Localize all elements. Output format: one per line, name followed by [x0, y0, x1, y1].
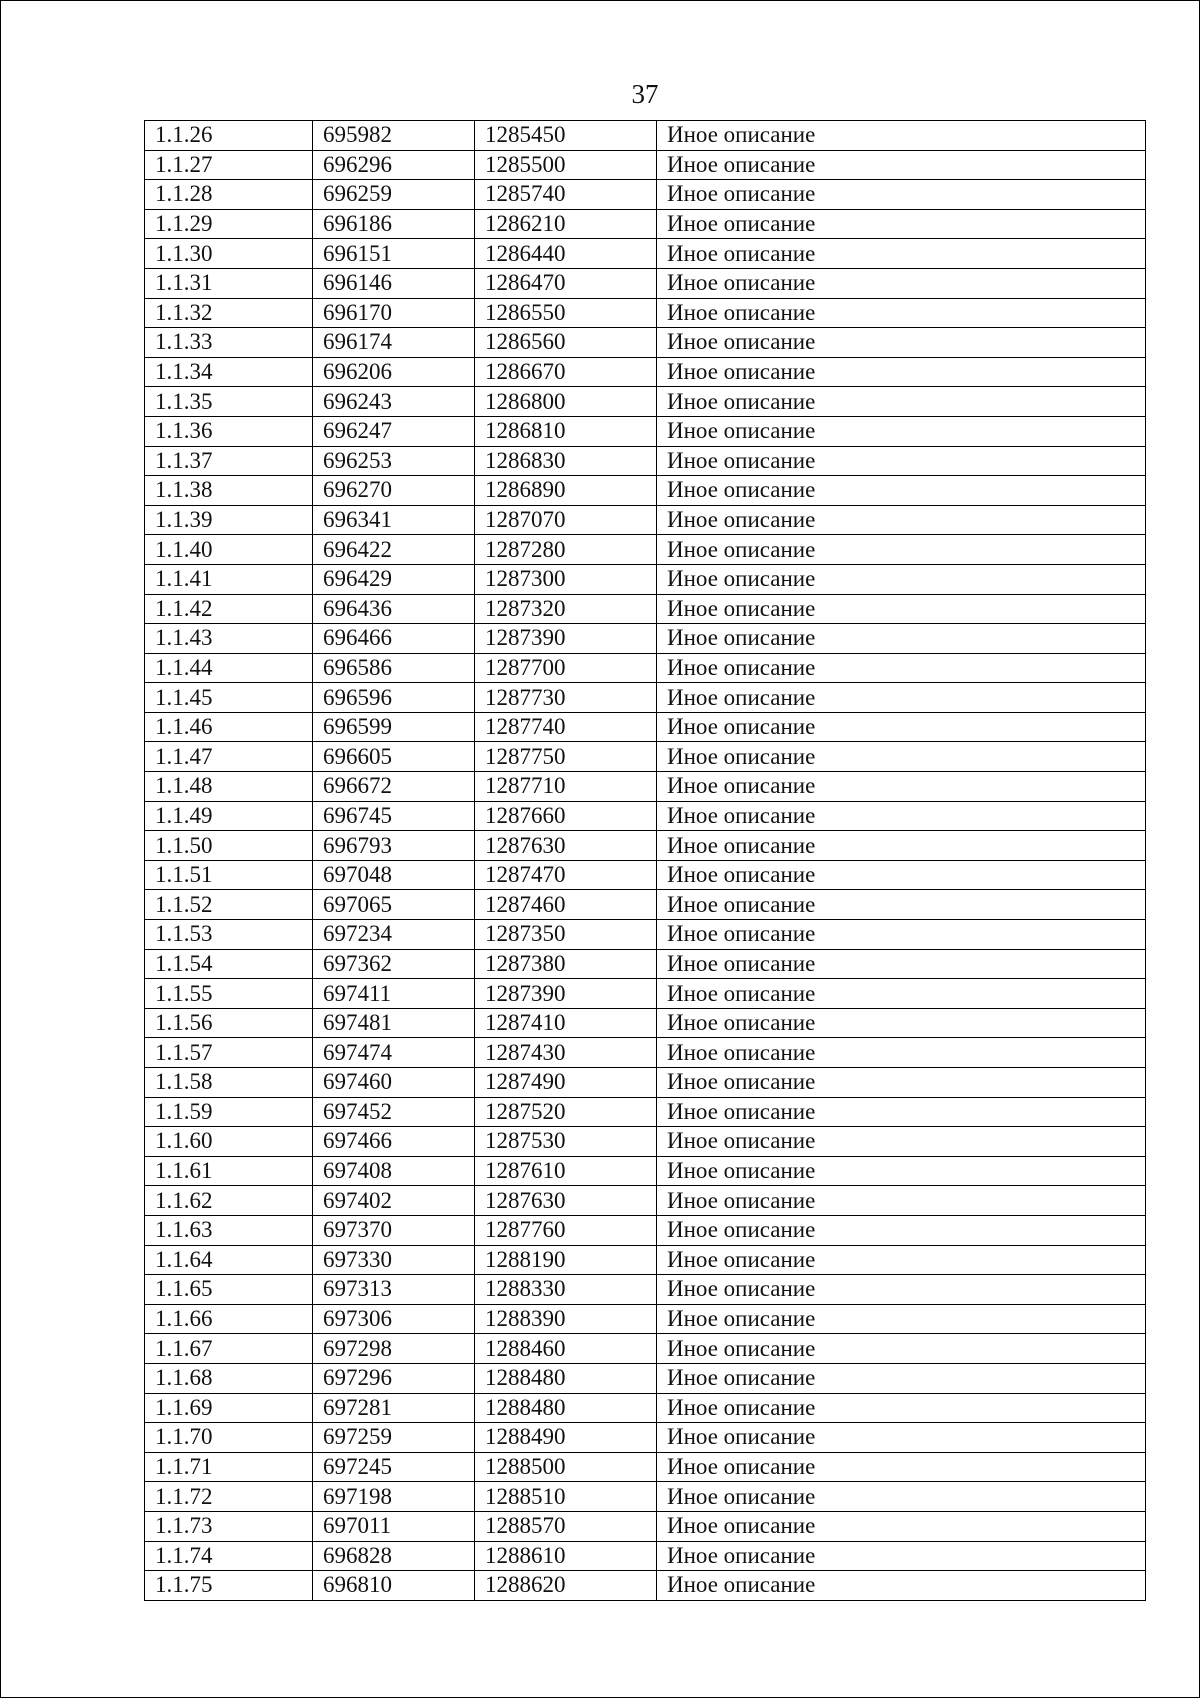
row-number-cell: 1.1.48 — [145, 772, 313, 802]
y-coordinate-cell: 1285500 — [475, 150, 657, 180]
y-coordinate-cell: 1287390 — [475, 624, 657, 654]
x-coordinate-cell: 697245 — [313, 1452, 475, 1482]
row-number-cell: 1.1.66 — [145, 1304, 313, 1334]
x-coordinate-cell: 697234 — [313, 920, 475, 950]
description-cell: Иное описание — [657, 1304, 1146, 1334]
y-coordinate-cell: 1287300 — [475, 564, 657, 594]
row-number-cell: 1.1.72 — [145, 1482, 313, 1512]
y-coordinate-cell: 1286560 — [475, 328, 657, 358]
description-cell: Иное описание — [657, 1127, 1146, 1157]
table-row — [145, 239, 1146, 269]
y-coordinate-cell: 1287760 — [475, 1215, 657, 1245]
y-coordinate-cell: 1286470 — [475, 268, 657, 298]
y-coordinate-cell: 1287530 — [475, 1127, 657, 1157]
table-row — [145, 1571, 1146, 1601]
x-coordinate-cell: 696429 — [313, 564, 475, 594]
row-number-cell: 1.1.69 — [145, 1393, 313, 1423]
table-row — [145, 624, 1146, 654]
table-row — [145, 298, 1146, 328]
row-number-cell: 1.1.60 — [145, 1127, 313, 1157]
table-row — [145, 1127, 1146, 1157]
row-number-cell: 1.1.36 — [145, 416, 313, 446]
y-coordinate-cell: 1287280 — [475, 535, 657, 565]
description-cell: Иное описание — [657, 1334, 1146, 1364]
y-coordinate-cell: 1286830 — [475, 446, 657, 476]
coordinates-table — [144, 120, 1146, 1601]
row-number-cell: 1.1.37 — [145, 446, 313, 476]
x-coordinate-cell: 696259 — [313, 180, 475, 210]
description-cell: Иное описание — [657, 1511, 1146, 1541]
x-coordinate-cell: 696151 — [313, 239, 475, 269]
row-number-cell: 1.1.34 — [145, 357, 313, 387]
x-coordinate-cell: 696422 — [313, 535, 475, 565]
y-coordinate-cell: 1287700 — [475, 653, 657, 683]
row-number-cell: 1.1.30 — [145, 239, 313, 269]
table-row — [145, 1423, 1146, 1453]
x-coordinate-cell: 697330 — [313, 1245, 475, 1275]
y-coordinate-cell: 1287380 — [475, 949, 657, 979]
x-coordinate-cell: 696174 — [313, 328, 475, 358]
table-row — [145, 387, 1146, 417]
y-coordinate-cell: 1288190 — [475, 1245, 657, 1275]
row-number-cell: 1.1.71 — [145, 1452, 313, 1482]
x-coordinate-cell: 696253 — [313, 446, 475, 476]
table-row — [145, 1275, 1146, 1305]
table-row — [145, 1245, 1146, 1275]
table-row — [145, 860, 1146, 890]
table-row — [145, 446, 1146, 476]
table-row — [145, 712, 1146, 742]
y-coordinate-cell: 1286550 — [475, 298, 657, 328]
y-coordinate-cell: 1286890 — [475, 476, 657, 506]
row-number-cell: 1.1.65 — [145, 1275, 313, 1305]
x-coordinate-cell: 697296 — [313, 1363, 475, 1393]
row-number-cell: 1.1.47 — [145, 742, 313, 772]
row-number-cell: 1.1.42 — [145, 594, 313, 624]
row-number-cell: 1.1.38 — [145, 476, 313, 506]
table-row — [145, 801, 1146, 831]
row-number-cell: 1.1.31 — [145, 268, 313, 298]
description-cell: Иное описание — [657, 1186, 1146, 1216]
y-coordinate-cell: 1287460 — [475, 890, 657, 920]
x-coordinate-cell: 697048 — [313, 860, 475, 890]
table-row — [145, 150, 1146, 180]
x-coordinate-cell: 696247 — [313, 416, 475, 446]
row-number-cell: 1.1.59 — [145, 1097, 313, 1127]
row-number-cell: 1.1.40 — [145, 535, 313, 565]
y-coordinate-cell: 1285450 — [475, 121, 657, 151]
description-cell: Иное описание — [657, 890, 1146, 920]
y-coordinate-cell: 1286670 — [475, 357, 657, 387]
x-coordinate-cell: 697362 — [313, 949, 475, 979]
description-cell: Иное описание — [657, 209, 1146, 239]
description-cell: Иное описание — [657, 920, 1146, 950]
y-coordinate-cell: 1287730 — [475, 683, 657, 713]
row-number-cell: 1.1.55 — [145, 979, 313, 1009]
description-cell: Иное описание — [657, 476, 1146, 506]
description-cell: Иное описание — [657, 298, 1146, 328]
description-cell: Иное описание — [657, 239, 1146, 269]
table-row — [145, 1363, 1146, 1393]
description-cell: Иное описание — [657, 1038, 1146, 1068]
table-row — [145, 1511, 1146, 1541]
row-number-cell: 1.1.39 — [145, 505, 313, 535]
description-cell: Иное описание — [657, 742, 1146, 772]
row-number-cell: 1.1.73 — [145, 1511, 313, 1541]
description-cell: Иное описание — [657, 949, 1146, 979]
row-number-cell: 1.1.67 — [145, 1334, 313, 1364]
description-cell: Иное описание — [657, 1156, 1146, 1186]
row-number-cell: 1.1.26 — [145, 121, 313, 151]
description-cell: Иное описание — [657, 1482, 1146, 1512]
y-coordinate-cell: 1288330 — [475, 1275, 657, 1305]
description-cell: Иное описание — [657, 268, 1146, 298]
description-cell: Иное описание — [657, 505, 1146, 535]
x-coordinate-cell: 697466 — [313, 1127, 475, 1157]
x-coordinate-cell: 697281 — [313, 1393, 475, 1423]
x-coordinate-cell: 697011 — [313, 1511, 475, 1541]
row-number-cell: 1.1.62 — [145, 1186, 313, 1216]
row-number-cell: 1.1.35 — [145, 387, 313, 417]
row-number-cell: 1.1.29 — [145, 209, 313, 239]
row-number-cell: 1.1.53 — [145, 920, 313, 950]
y-coordinate-cell: 1288570 — [475, 1511, 657, 1541]
y-coordinate-cell: 1288620 — [475, 1571, 657, 1601]
description-cell: Иное описание — [657, 387, 1146, 417]
x-coordinate-cell: 697408 — [313, 1156, 475, 1186]
description-cell: Иное описание — [657, 683, 1146, 713]
description-cell: Иное описание — [657, 1215, 1146, 1245]
x-coordinate-cell: 697474 — [313, 1038, 475, 1068]
table-row — [145, 180, 1146, 210]
description-cell: Иное описание — [657, 1245, 1146, 1275]
y-coordinate-cell: 1288610 — [475, 1541, 657, 1571]
y-coordinate-cell: 1287320 — [475, 594, 657, 624]
y-coordinate-cell: 1288500 — [475, 1452, 657, 1482]
description-cell: Иное описание — [657, 1008, 1146, 1038]
table-row — [145, 1304, 1146, 1334]
row-number-cell: 1.1.54 — [145, 949, 313, 979]
description-cell: Иное описание — [657, 1452, 1146, 1482]
row-number-cell: 1.1.44 — [145, 653, 313, 683]
table-row — [145, 594, 1146, 624]
y-coordinate-cell: 1288460 — [475, 1334, 657, 1364]
description-cell: Иное описание — [657, 150, 1146, 180]
table-row — [145, 949, 1146, 979]
x-coordinate-cell: 697452 — [313, 1097, 475, 1127]
x-coordinate-cell: 696599 — [313, 712, 475, 742]
description-cell: Иное описание — [657, 860, 1146, 890]
table-row — [145, 979, 1146, 1009]
description-cell: Иное описание — [657, 564, 1146, 594]
table-row — [145, 1097, 1146, 1127]
x-coordinate-cell: 696170 — [313, 298, 475, 328]
table-row — [145, 920, 1146, 950]
description-cell: Иное описание — [657, 1541, 1146, 1571]
y-coordinate-cell: 1288490 — [475, 1423, 657, 1453]
description-cell: Иное описание — [657, 801, 1146, 831]
table-row — [145, 209, 1146, 239]
y-coordinate-cell: 1287350 — [475, 920, 657, 950]
description-cell: Иное описание — [657, 1275, 1146, 1305]
x-coordinate-cell: 697411 — [313, 979, 475, 1009]
table-row — [145, 1156, 1146, 1186]
row-number-cell: 1.1.46 — [145, 712, 313, 742]
description-cell: Иное описание — [657, 535, 1146, 565]
x-coordinate-cell: 696605 — [313, 742, 475, 772]
table-row — [145, 831, 1146, 861]
description-cell: Иное описание — [657, 772, 1146, 802]
x-coordinate-cell: 697481 — [313, 1008, 475, 1038]
row-number-cell: 1.1.58 — [145, 1068, 313, 1098]
y-coordinate-cell: 1287520 — [475, 1097, 657, 1127]
table-row — [145, 1482, 1146, 1512]
row-number-cell: 1.1.32 — [145, 298, 313, 328]
row-number-cell: 1.1.52 — [145, 890, 313, 920]
y-coordinate-cell: 1286800 — [475, 387, 657, 417]
y-coordinate-cell: 1287430 — [475, 1038, 657, 1068]
table-row — [145, 1215, 1146, 1245]
x-coordinate-cell: 695982 — [313, 121, 475, 151]
y-coordinate-cell: 1287660 — [475, 801, 657, 831]
description-cell: Иное описание — [657, 594, 1146, 624]
description-cell: Иное описание — [657, 121, 1146, 151]
description-cell: Иное описание — [657, 446, 1146, 476]
y-coordinate-cell: 1287710 — [475, 772, 657, 802]
table-row — [145, 1008, 1146, 1038]
x-coordinate-cell: 696810 — [313, 1571, 475, 1601]
y-coordinate-cell: 1287630 — [475, 831, 657, 861]
table-row — [145, 742, 1146, 772]
coordinates-table-body — [145, 121, 1146, 1601]
row-number-cell: 1.1.43 — [145, 624, 313, 654]
row-number-cell: 1.1.50 — [145, 831, 313, 861]
y-coordinate-cell: 1287740 — [475, 712, 657, 742]
description-cell: Иное описание — [657, 712, 1146, 742]
table-row — [145, 416, 1146, 446]
y-coordinate-cell: 1286440 — [475, 239, 657, 269]
y-coordinate-cell: 1287410 — [475, 1008, 657, 1038]
y-coordinate-cell: 1287630 — [475, 1186, 657, 1216]
description-cell: Иное описание — [657, 357, 1146, 387]
table-row — [145, 772, 1146, 802]
row-number-cell: 1.1.33 — [145, 328, 313, 358]
y-coordinate-cell: 1288480 — [475, 1363, 657, 1393]
description-cell: Иное описание — [657, 624, 1146, 654]
description-cell: Иное описание — [657, 1393, 1146, 1423]
x-coordinate-cell: 696243 — [313, 387, 475, 417]
table-row — [145, 505, 1146, 535]
y-coordinate-cell: 1286210 — [475, 209, 657, 239]
description-cell: Иное описание — [657, 653, 1146, 683]
y-coordinate-cell: 1287750 — [475, 742, 657, 772]
table-row — [145, 1452, 1146, 1482]
x-coordinate-cell: 696828 — [313, 1541, 475, 1571]
x-coordinate-cell: 696186 — [313, 209, 475, 239]
x-coordinate-cell: 696270 — [313, 476, 475, 506]
description-cell: Иное описание — [657, 328, 1146, 358]
table-row — [145, 535, 1146, 565]
row-number-cell: 1.1.56 — [145, 1008, 313, 1038]
description-cell: Иное описание — [657, 1068, 1146, 1098]
row-number-cell: 1.1.41 — [145, 564, 313, 594]
description-cell: Иное описание — [657, 1423, 1146, 1453]
y-coordinate-cell: 1287490 — [475, 1068, 657, 1098]
row-number-cell: 1.1.64 — [145, 1245, 313, 1275]
x-coordinate-cell: 697306 — [313, 1304, 475, 1334]
x-coordinate-cell: 696596 — [313, 683, 475, 713]
y-coordinate-cell: 1288510 — [475, 1482, 657, 1512]
table-row — [145, 890, 1146, 920]
page-number: 37 — [631, 79, 659, 109]
row-number-cell: 1.1.70 — [145, 1423, 313, 1453]
x-coordinate-cell: 696146 — [313, 268, 475, 298]
x-coordinate-cell: 696296 — [313, 150, 475, 180]
description-cell: Иное описание — [657, 1097, 1146, 1127]
x-coordinate-cell: 697259 — [313, 1423, 475, 1453]
table-row — [145, 1393, 1146, 1423]
y-coordinate-cell: 1287470 — [475, 860, 657, 890]
table-row — [145, 1068, 1146, 1098]
y-coordinate-cell: 1288390 — [475, 1304, 657, 1334]
table-row — [145, 683, 1146, 713]
table-row — [145, 121, 1146, 151]
row-number-cell: 1.1.74 — [145, 1541, 313, 1571]
y-coordinate-cell: 1286810 — [475, 416, 657, 446]
x-coordinate-cell: 697313 — [313, 1275, 475, 1305]
description-cell: Иное описание — [657, 831, 1146, 861]
x-coordinate-cell: 697298 — [313, 1334, 475, 1364]
table-row — [145, 1038, 1146, 1068]
table-row — [145, 653, 1146, 683]
table-row — [145, 1186, 1146, 1216]
y-coordinate-cell: 1288480 — [475, 1393, 657, 1423]
row-number-cell: 1.1.75 — [145, 1571, 313, 1601]
x-coordinate-cell: 696341 — [313, 505, 475, 535]
table-row — [145, 268, 1146, 298]
row-number-cell: 1.1.45 — [145, 683, 313, 713]
x-coordinate-cell: 696793 — [313, 831, 475, 861]
table-row — [145, 476, 1146, 506]
y-coordinate-cell: 1287390 — [475, 979, 657, 1009]
row-number-cell: 1.1.61 — [145, 1156, 313, 1186]
x-coordinate-cell: 697370 — [313, 1215, 475, 1245]
row-number-cell: 1.1.63 — [145, 1215, 313, 1245]
description-cell: Иное описание — [657, 979, 1146, 1009]
description-cell: Иное описание — [657, 1363, 1146, 1393]
x-coordinate-cell: 696672 — [313, 772, 475, 802]
row-number-cell: 1.1.27 — [145, 150, 313, 180]
table-row — [145, 328, 1146, 358]
row-number-cell: 1.1.57 — [145, 1038, 313, 1068]
x-coordinate-cell: 696466 — [313, 624, 475, 654]
table-row — [145, 1334, 1146, 1364]
x-coordinate-cell: 697065 — [313, 890, 475, 920]
y-coordinate-cell: 1285740 — [475, 180, 657, 210]
table-row — [145, 564, 1146, 594]
description-cell: Иное описание — [657, 180, 1146, 210]
x-coordinate-cell: 696436 — [313, 594, 475, 624]
y-coordinate-cell: 1287070 — [475, 505, 657, 535]
x-coordinate-cell: 696206 — [313, 357, 475, 387]
y-coordinate-cell: 1287610 — [475, 1156, 657, 1186]
row-number-cell: 1.1.49 — [145, 801, 313, 831]
description-cell: Иное описание — [657, 1571, 1146, 1601]
row-number-cell: 1.1.51 — [145, 860, 313, 890]
table-row — [145, 357, 1146, 387]
description-cell: Иное описание — [657, 416, 1146, 446]
x-coordinate-cell: 696745 — [313, 801, 475, 831]
row-number-cell: 1.1.28 — [145, 180, 313, 210]
x-coordinate-cell: 697402 — [313, 1186, 475, 1216]
x-coordinate-cell: 697198 — [313, 1482, 475, 1512]
x-coordinate-cell: 697460 — [313, 1068, 475, 1098]
x-coordinate-cell: 696586 — [313, 653, 475, 683]
table-row — [145, 1541, 1146, 1571]
row-number-cell: 1.1.68 — [145, 1363, 313, 1393]
